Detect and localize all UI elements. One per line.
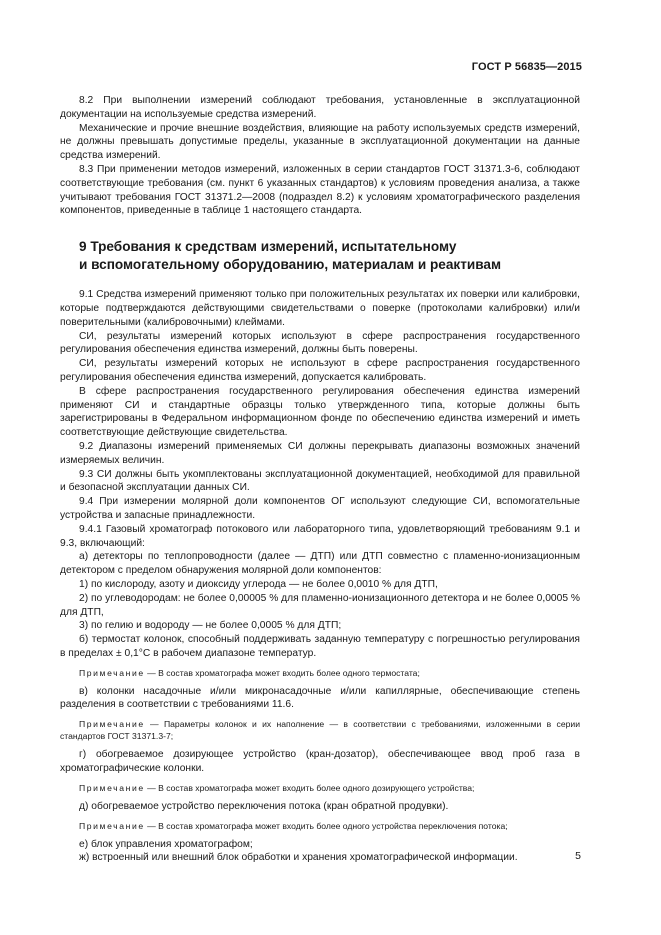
list-item-zh: ж) встроенный или внешний блок обработки и хранения хроматографической информации. [79, 852, 518, 864]
section-9-heading-line1: 9 Требования к средствам измерений, испытательному [79, 239, 457, 255]
list-item-a2: 2) по углеводородам: не более 0,00005 % для пламенно-ионизационного детектора и не более 0,0005 % для ДТП, [60, 592, 580, 618]
note-text: — Параметры колонок и их наполнение — в соответствии с требованиями, изложенными в серии стандартов ГОСТ 31371.3-7; [60, 719, 580, 742]
paragraph-9-4-1: 9.4.1 Газовый хроматограф потокового или лабораторного типа, удовлетворяющий требованиям 9.1 и 9.3, включающий: [60, 523, 580, 549]
note-3 [60, 782, 580, 794]
note-4 [60, 820, 580, 832]
note-label: Примечание [79, 782, 145, 793]
list-item-a: а) детекторы по теплопроводности (далее — ДТП) или ДТП совместно с пламенно-ионизационным детектором с пределом обнаружения молярной доли компонентов: [60, 551, 580, 577]
standard-header: ГОСТ Р 56835—2015 [471, 61, 582, 73]
note-1 [60, 667, 580, 679]
paragraph: В сфере распространения государственного регулирования обеспечения единства измерений применяют СИ и стандартные образцы только утвержденного типа, которые должны быть зарегистрированы в Федеральном информационном фонде по обеспечению единства измерений и иметь соответствующие действующие свидетельства. [60, 385, 580, 439]
note-label: Примечание [79, 667, 145, 678]
paragraph: СИ, результаты измерений которых не используют в сфере распространения государственного регулирования обеспечения единства измерений, допускается калибровать. [60, 358, 580, 383]
list-item-v: в) колонки насадочные и/или микронасадочные и/или капиллярные, обеспечивающие степень разделения в соответствии с требованиями 11.6. [60, 685, 580, 711]
note-text: — В состав хроматографа может входить более одного устройства переключения потока; [144, 820, 508, 831]
section-9-heading-line2: и вспомогательному оборудованию, материалам и реактивам [79, 256, 502, 272]
paragraph-9-3: 9.3 СИ должны быть укомплектованы эксплуатационной документацией, необходимой для правильной и безопасной эксплуатации данных СИ. [60, 468, 580, 494]
list-item-b: б) термостат колонок, способный поддерживать заданную температуру с погрешностью регулирования в пределах ± 0,1°С в рабочем диапазоне температур. [60, 634, 580, 659]
note-text: — В состав хроматографа может входить более одного термостата; [144, 667, 420, 678]
paragraph-8-3: 8.3 При применении методов измерений, изложенных в серии стандартов ГОСТ 31371.3-6, соблюдают соответствующие требования (см. пункт 6 указанных стандартов) к условиям проведения анализа, а также учитывают требования ГОСТ 31371.2—2008 (подраздел 8.2) к условиям хроматографического разделения компонентов, приведенные в таблице 1 настоящего стандарта. [60, 163, 580, 217]
note-2 [60, 718, 580, 742]
list-item-a3: 3) по гелию и водороду — не более 0,0005 % для ДТП; [79, 620, 342, 632]
note-label: Примечание [79, 820, 145, 831]
paragraph: СИ, результаты измерений которых используют в сфере распространения государственного регулирования обеспечения единства измерений, должны быть поверены. [60, 330, 580, 356]
paragraph-9-1: 9.1 Средства измерений применяют только при положительных результатах их поверки или калибровки, которые подтверждаются действующими свидетельствами о поверке (протоколами калибровки) или/и поверительными (калибровочными) клеймами. [60, 289, 580, 328]
paragraph-8-2: 8.2 При выполнении измерений соблюдают требования, установленные в эксплуатационной документации на используемые средства измерений. [60, 95, 580, 120]
list-item-e: е) блок управления хроматографом; [79, 838, 253, 850]
list-item-a1: 1) по кислороду, азоту и диоксиду углерода — не более 0,0010 % для ДТП, [79, 578, 438, 590]
list-item-d: д) обогреваемое устройство переключения потока (кран обратной продувки). [79, 800, 449, 812]
paragraph: Механические и прочие внешние воздействия, влияющие на работу используемых средств измерений, не должны превышать допустимые пределы, указанные в эксплуатационной документации на данные средства измерений. [60, 122, 580, 162]
list-item-g: г) обогреваемое дозирующее устройство (кран-дозатор), обеспечивающее ввод проб газа в хроматографические колонки. [60, 749, 580, 775]
paragraph-9-4: 9.4 При измерении молярной доли компонентов ОГ используют следующие СИ, вспомогательные устройства и запасные принадлежности. [60, 496, 580, 521]
note-text: — В состав хроматографа может входить более одного дозирующего устройства; [144, 782, 475, 793]
paragraph-9-2: 9.2 Диапазоны измерений применяемых СИ должны перекрывать диапазоны возможных значений измеряемых величин. [60, 440, 580, 466]
section-9-heading [79, 238, 580, 273]
note-label: Примечание [79, 719, 145, 730]
page-number: 5 [575, 850, 581, 862]
page-body [60, 94, 580, 865]
